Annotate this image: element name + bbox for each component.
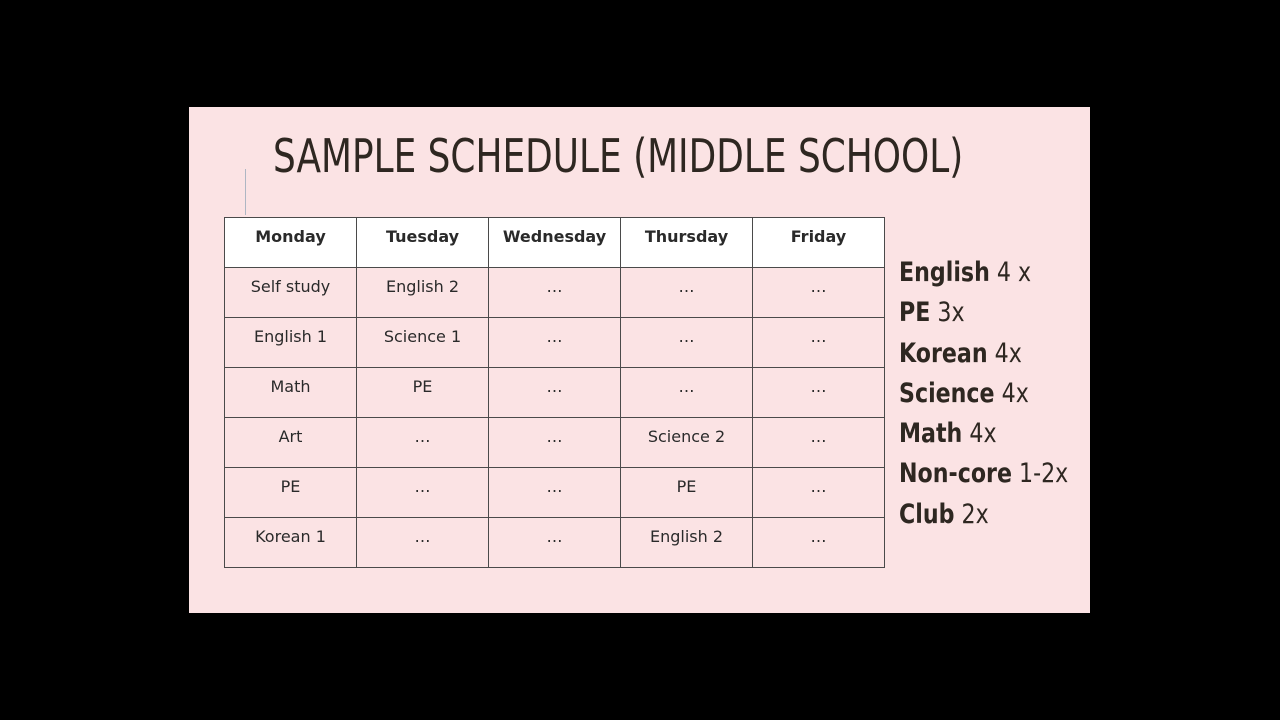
frequency-subject: Math [899,418,963,450]
table-cell: English 2 [621,518,753,568]
table-cell: English 1 [225,318,357,368]
frequency-subject: English [899,257,990,288]
table-cell: … [621,318,753,368]
table-cell: … [753,368,885,418]
table-cell: … [357,518,489,568]
table-row [225,468,885,518]
table-cell: … [753,518,885,568]
frequency-subject: Korean [899,337,988,369]
table-cell: PE [621,468,753,518]
frequency-count: 4x [1001,377,1029,409]
table-cell: … [357,418,489,468]
table-cell: … [753,468,885,518]
table-cell: PE [225,468,357,518]
header-wednesday: Wednesday [489,218,621,268]
slide [189,107,1090,613]
text-cursor-line [245,169,246,215]
table-cell: PE [357,368,489,418]
table-cell: … [753,418,885,468]
table-cell: … [489,318,621,368]
frequency-item-club [899,495,1068,535]
frequency-count: 4 x [996,257,1032,288]
subject-frequency-list [899,253,1068,535]
table-row [225,368,885,418]
table-cell: … [621,268,753,318]
header-friday: Friday [753,218,885,268]
table-cell: … [489,518,621,568]
table-cell: … [357,468,489,518]
table-cell: Science 1 [357,318,489,368]
table-cell: … [753,268,885,318]
table-cell: English 2 [357,268,489,318]
table-cell: Science 2 [621,418,753,468]
table-row [225,268,885,318]
frequency-subject: PE [899,297,931,329]
table-cell: … [753,318,885,368]
header-monday: Monday [225,218,357,268]
table-row [225,418,885,468]
table-row [225,518,885,568]
table-cell: … [489,418,621,468]
header-thursday: Thursday [621,218,753,268]
frequency-count: 3x [937,297,965,329]
frequency-count: 4x [969,418,997,450]
table-cell: … [489,268,621,318]
slide-title: SAMPLE SCHEDULE (MIDDLE SCHOOL) [273,129,964,183]
frequency-count: 4x [994,337,1022,369]
header-row [225,218,885,268]
header-tuesday: Tuesday [357,218,489,268]
frequency-item-pe [899,293,1068,333]
frequency-item-math [899,414,1068,454]
table-cell: Self study [225,268,357,318]
frequency-subject: Non-core [899,458,1012,490]
table-cell: … [621,368,753,418]
frequency-item-non-core [899,454,1068,494]
table-cell: Math [225,368,357,418]
frequency-subject: Science [899,377,995,409]
frequency-count: 2x [961,498,989,530]
table-cell: … [489,468,621,518]
table-cell: Art [225,418,357,468]
frequency-item-korean [899,334,1068,374]
frequency-subject: Club [899,498,955,530]
frequency-item-english [899,253,1068,293]
frequency-count: 1-2x [1019,458,1069,490]
table-cell: Korean 1 [225,518,357,568]
table-row [225,318,885,368]
table-cell: … [489,368,621,418]
frequency-item-science [899,374,1068,414]
schedule-table [224,217,885,568]
